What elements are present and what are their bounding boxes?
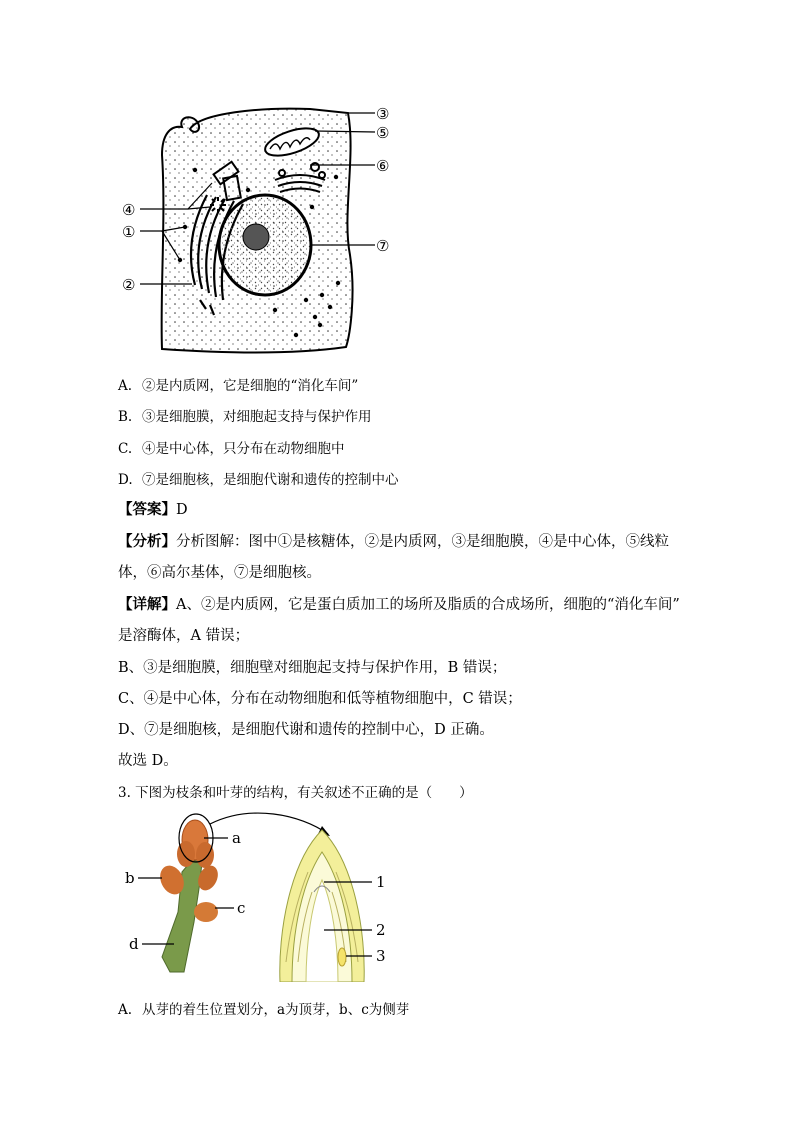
question-3-stem: 3. 下图为枝条和叶芽的结构，有关叙述不正确的是（ ） xyxy=(118,785,473,801)
cell-label-2: ② xyxy=(122,276,136,294)
twig-label-b: b xyxy=(125,869,135,887)
nucleus xyxy=(219,195,311,295)
analysis-line-2: 体，⑥高尔基体，⑦是细胞核。 xyxy=(118,565,321,581)
detail-line-2: 是溶酶体，A 错误； xyxy=(118,628,250,644)
cell-label-7: ⑦ xyxy=(376,237,390,255)
twig-and-bud-diagram xyxy=(110,812,410,982)
cell-label-1: ① xyxy=(122,223,136,241)
option-d: D. ⑦是细胞核，是细胞代谢和遗传的控制中心 xyxy=(118,472,399,488)
detail-line-4: C、④是中心体，分布在动物细胞和低等植物细胞中，C 错误； xyxy=(118,691,522,707)
cell-label-6: ⑥ xyxy=(376,157,390,175)
cell-label-3: ③ xyxy=(376,105,390,123)
bud-label-2: 2 xyxy=(376,921,386,939)
twig-label-a: a xyxy=(232,829,241,847)
question-3-option-a: A. 从芽的着生位置划分，a为顶芽，b、c为侧芽 xyxy=(118,1002,410,1018)
bud-section xyxy=(280,830,364,982)
twig-label-c: c xyxy=(237,899,246,917)
option-c: C. ④是中心体，只分布在动物细胞中 xyxy=(118,441,345,457)
twig-label-d: d xyxy=(129,935,139,953)
detail-line-1: 【详解】A、②是内质网，它是蛋白质加工的场所及脂质的合成场所，细胞的“消化车间” xyxy=(118,596,680,613)
detail-line-3: B、③是细胞膜，细胞壁对细胞起支持与保护作用，B 错误； xyxy=(118,660,507,676)
bud-label-3: 3 xyxy=(376,947,386,965)
cell-label-5: ⑤ xyxy=(376,124,390,142)
animal-cell-diagram xyxy=(110,95,410,360)
detail-line-5: D、⑦是细胞核，是细胞代谢和遗传的控制中心，D 正确。 xyxy=(118,722,494,738)
bud-label-1: 1 xyxy=(376,873,386,891)
conclusion: 故选 D。 xyxy=(118,753,178,769)
analysis-line-1: 【分析】分析图解：图中①是核糖体，②是内质网，③是细胞膜，④是中心体，⑤线粒 xyxy=(118,533,669,550)
bud-c xyxy=(194,902,218,922)
cell-label-4: ④ xyxy=(122,201,136,219)
answer: 【答案】D xyxy=(118,501,188,518)
option-b: B. ③是细胞膜，对细胞起支持与保护作用 xyxy=(118,409,372,425)
option-a: A. ②是内质网，它是细胞的“消化车间” xyxy=(118,378,359,394)
